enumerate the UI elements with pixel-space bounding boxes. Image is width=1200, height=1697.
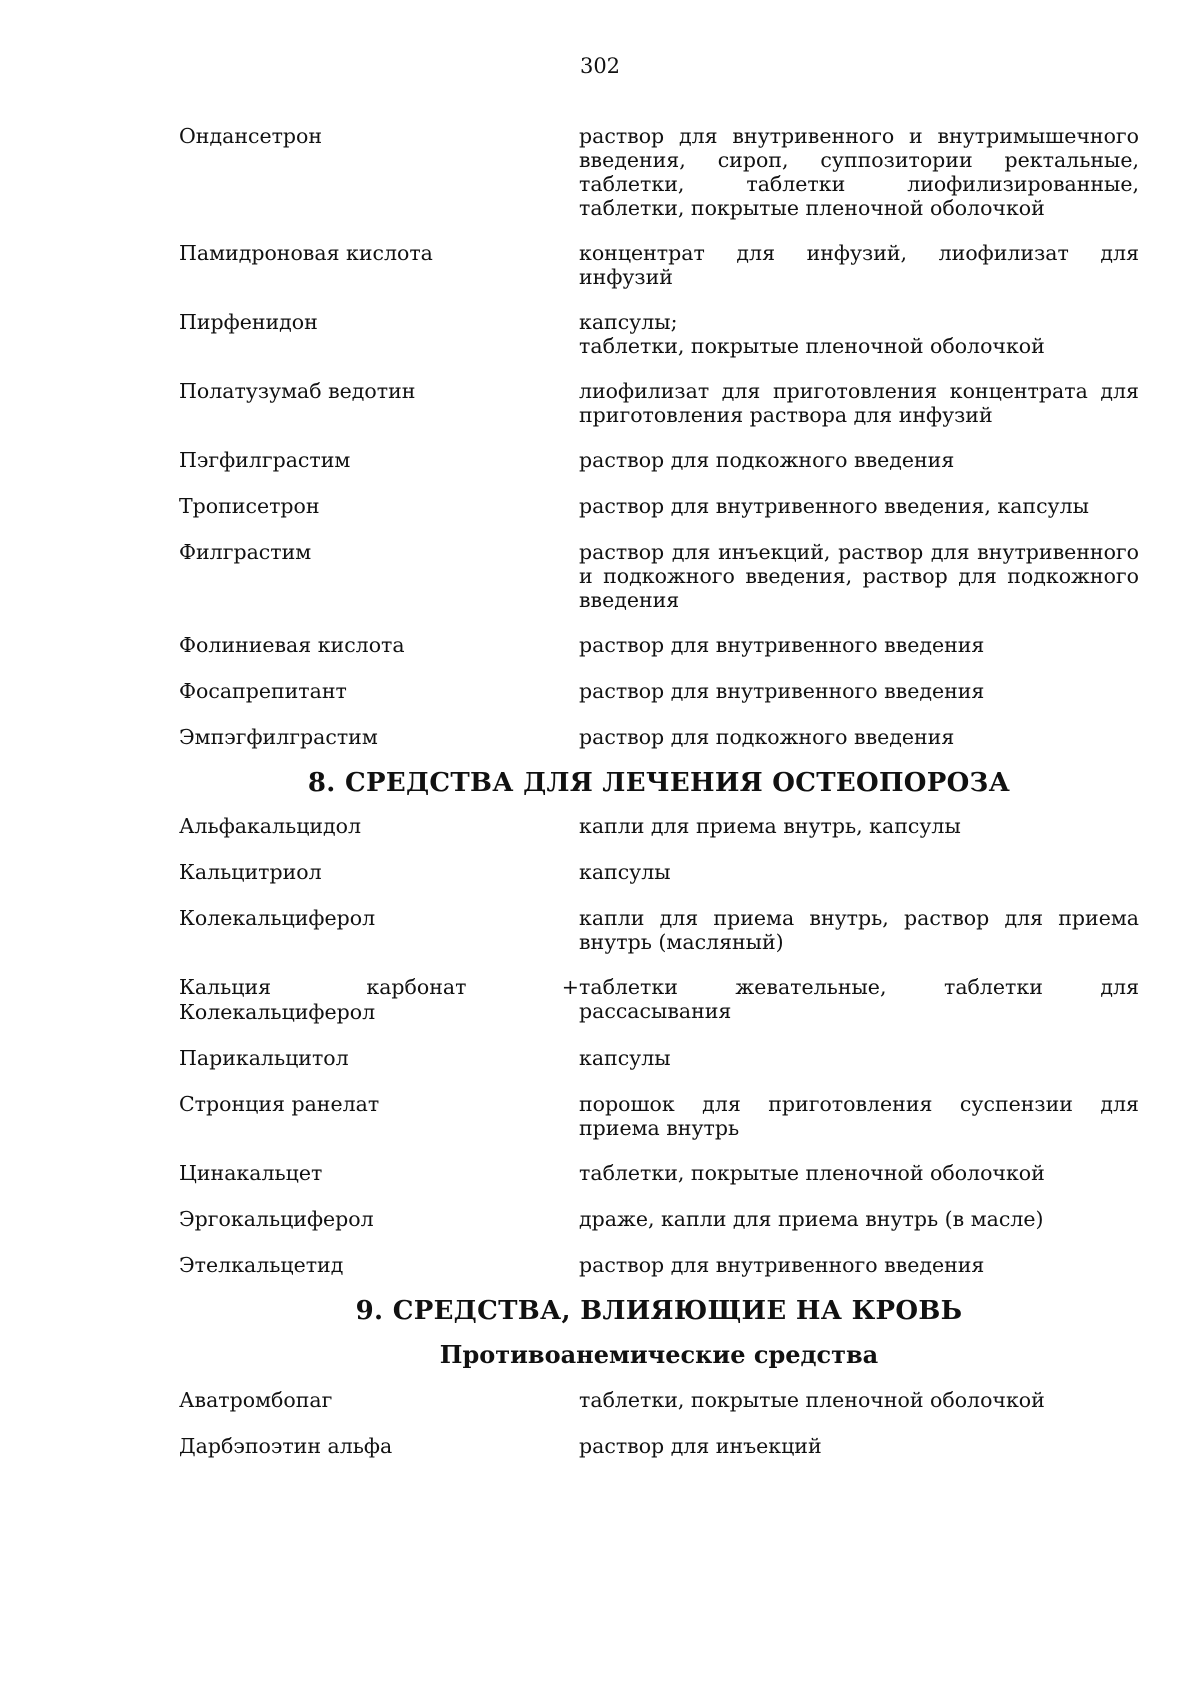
drug-name: Этелкальцетид xyxy=(179,1253,344,1277)
drug-forms xyxy=(579,1388,1139,1412)
drug-form-line: капсулы xyxy=(579,1046,671,1070)
drug-name: Цинакальцет xyxy=(179,1161,323,1185)
drug-group-osteoporosis-a xyxy=(179,814,1139,954)
combo-plus: + xyxy=(561,975,579,999)
drug-form-line: раствор для внутривенного введения, капсулы xyxy=(579,494,1089,518)
drug-row xyxy=(179,124,1139,220)
drug-name: Эргокальциферол xyxy=(179,1207,374,1231)
drug-forms xyxy=(579,1092,1139,1140)
drug-name: Пирфенидон xyxy=(179,310,318,334)
drug-name: Филграстим xyxy=(179,540,312,564)
drug-form-line: капли для приема внутрь, раствор для приема внутрь (масляный) xyxy=(579,906,1139,954)
drug-row xyxy=(179,1046,1139,1071)
section-title-blood: 9. СРЕДСТВА, ВЛИЯЮЩИЕ НА КРОВЬ xyxy=(355,1296,963,1326)
drug-forms xyxy=(579,310,1139,358)
drug-group-blood xyxy=(179,1388,1139,1459)
drug-row xyxy=(179,1161,1139,1186)
drug-row-combo xyxy=(179,975,1139,1025)
drug-row xyxy=(179,310,1139,358)
combo-word-1: Кальция xyxy=(179,975,272,999)
drug-form-line: раствор для инъекций, раствор для внутривенного и подкожного введения, раствор для подкожного введения xyxy=(579,540,1139,612)
drug-form-line: таблетки, покрытые пленочной оболочкой xyxy=(579,1161,1045,1185)
drug-form-line: капли для приема внутрь, капсулы xyxy=(579,814,961,838)
drug-row xyxy=(179,814,1139,839)
drug-name: Аватромбопаг xyxy=(179,1388,333,1412)
combo-word-3: Колекальциферол xyxy=(179,1000,376,1024)
drug-row xyxy=(179,1207,1139,1232)
drug-form-line: раствор для подкожного введения xyxy=(579,448,955,472)
drug-name: Фолиниевая кислота xyxy=(179,633,405,657)
drug-list xyxy=(179,124,1139,1480)
drug-row xyxy=(179,860,1139,885)
drug-forms xyxy=(579,540,1139,612)
drug-row xyxy=(179,1388,1139,1413)
drug-name: Ондансетрон xyxy=(179,124,323,148)
drug-forms xyxy=(579,679,1139,703)
drug-forms-combo: таблетки жевательные, таблетки для рассасывания xyxy=(579,975,1139,1023)
drug-row xyxy=(179,1253,1139,1278)
drug-form-line: раствор для подкожного введения xyxy=(579,725,955,749)
drug-form-line: раствор для внутривенного и внутримышечного введения, сироп, суппозитории ректальные, таблетки, таблетки лиофилизированные, таблетки, покрытые пленочной оболочкой xyxy=(579,124,1139,220)
drug-name: Эмпэгфилграстим xyxy=(179,725,378,749)
drug-row xyxy=(179,725,1139,750)
drug-form-line: порошок для приготовления суспензии для приема внутрь xyxy=(579,1092,1139,1140)
drug-name: Дарбэпоэтин альфа xyxy=(179,1434,393,1458)
drug-row xyxy=(179,633,1139,658)
drug-name: Альфакальцидол xyxy=(179,814,362,838)
drug-name: Стронция ранелат xyxy=(179,1092,380,1116)
drug-name: Фосапрепитант xyxy=(179,679,347,703)
drug-form-line: раствор для внутривенного введения xyxy=(579,633,985,657)
drug-name: Колекальциферол xyxy=(179,906,376,930)
drug-forms xyxy=(579,725,1139,749)
drug-name: Кальцитриол xyxy=(179,860,322,884)
drug-form-line: капсулы xyxy=(579,860,671,884)
drug-forms xyxy=(579,1046,1139,1070)
drug-form-line: драже, капли для приема внутрь (в масле) xyxy=(579,1207,1044,1231)
drug-row xyxy=(179,1434,1139,1459)
drug-name: Полатузумаб ведотин xyxy=(179,379,416,403)
drug-forms xyxy=(579,1207,1139,1231)
drug-name-combo xyxy=(179,975,579,1025)
drug-forms xyxy=(579,379,1139,427)
drug-row xyxy=(179,906,1139,954)
drug-form-line: раствор для инъекций xyxy=(579,1434,822,1458)
drug-forms xyxy=(579,1434,1139,1458)
drug-forms xyxy=(579,814,1139,838)
drug-row xyxy=(179,679,1139,704)
drug-form-line: капсулы; xyxy=(579,310,678,334)
drug-row xyxy=(179,448,1139,473)
drug-form-line: таблетки, покрытые пленочной оболочкой xyxy=(579,334,1045,358)
drug-forms xyxy=(579,241,1139,289)
drug-name: Памидроновая кислота xyxy=(179,241,433,265)
drug-row xyxy=(179,379,1139,427)
subsection-title-antianemic: Противоанемические средства xyxy=(439,1340,879,1369)
drug-name: Парикальцитол xyxy=(179,1046,349,1070)
drug-row xyxy=(179,1092,1139,1140)
drug-form-line: таблетки, покрытые пленочной оболочкой xyxy=(579,1388,1045,1412)
drug-row xyxy=(179,494,1139,519)
drug-form-line: раствор для внутривенного введения xyxy=(579,1253,985,1277)
page-number: 302 xyxy=(579,54,621,78)
drug-group-osteoporosis-b xyxy=(179,1046,1139,1278)
drug-row xyxy=(179,540,1139,612)
drug-form-line: лиофилизат для приготовления концентрата для приготовления раствора для инфузий xyxy=(579,379,1139,427)
section-title-osteoporosis: 8. СРЕДСТВА ДЛЯ ЛЕЧЕНИЯ ОСТЕОПОРОЗА xyxy=(307,768,1011,798)
drug-forms xyxy=(579,1253,1139,1277)
drug-forms xyxy=(579,860,1139,884)
drug-forms xyxy=(579,448,1139,472)
drug-name: Пэгфилграстим xyxy=(179,448,351,472)
drug-forms xyxy=(579,1161,1139,1185)
drug-forms xyxy=(579,633,1139,657)
combo-word-2: карбонат xyxy=(366,975,467,999)
drug-form-line: раствор для внутривенного введения xyxy=(579,679,985,703)
drug-group-top xyxy=(179,124,1139,750)
drug-forms xyxy=(579,494,1139,518)
drug-name: Трописетрон xyxy=(179,494,320,518)
drug-row xyxy=(179,241,1139,289)
drug-forms xyxy=(579,906,1139,954)
drug-form-line: концентрат для инфузий, лиофилизат для инфузий xyxy=(579,241,1139,289)
drug-forms xyxy=(579,124,1139,220)
